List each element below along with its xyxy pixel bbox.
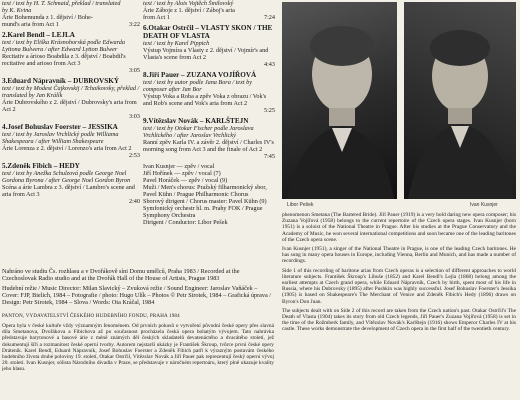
liner-paragraph: Opera byla v české kultuře vždy významným fenoménem. Od prvních pokusů o vytvoření původní české opery přes slavná díla Smetanova, Dvořákova a Fibichova až po současnost procházela česká opera bohatým vývojem. Tato nahrávka představuje barytonové a basové árie z méně známých děl českých skladatelů devatenáctého a dvacátého století, jež dokumentují šíři a rozmanitost české operní tvorby. Autorem nejstarší ukázky je František Škroup, tvůrce první české opery Dráteník. Karel Bendl, Eduard Nápravník, Josef Bohuslav Foerster a Zdeněk Fibich patří k výrazným postavám českého hudebního života druhé poloviny 19. století, Otakar Ostrčil, Vítězslav Novák a Jiří Pauer pak reprezentují český operní vývoj 20. století. Ivan Kusnjer, sólista Národního divadla v Praze, se představuje v náročném repertoáru, který plně ukazuje kvality jeho hlasu. bbox=[2, 323, 274, 373]
performer-line: Pavel Horáček — zpěv / vocal (9) bbox=[143, 177, 228, 184]
track-desc: Scéna a árie Lambra z 3. dějství / Lambro's scene and aria from Act 3 bbox=[2, 184, 135, 198]
track-time: 5:25 bbox=[263, 107, 275, 114]
track-8 bbox=[143, 71, 275, 114]
track-desc: Ranní zpěv Karla IV. a závěr 2. dějství / Charles IV's morning song from Act 3 and the finale of Act 2 bbox=[143, 139, 274, 153]
track-time: 7:24 bbox=[263, 14, 275, 21]
recording-credits bbox=[2, 268, 274, 306]
track-time: 2:40 bbox=[128, 198, 140, 205]
track-credit: text / text by Eliška Krásnohorská podle Edwarda Lyttona Bulwera / after Edward Lytton Bulwer bbox=[2, 39, 125, 53]
performer-line: Ivan Kusnjer — zpěv / vocal bbox=[143, 163, 215, 170]
track-credit: text / text by Karel Pippich bbox=[143, 40, 210, 47]
performer-line: Symfonický orchestr hl. m. Prahy FOK / Prague Symphony Orchestra bbox=[143, 205, 263, 219]
photo-singer bbox=[404, 2, 516, 199]
liner-paragraph: Ivan Kusnjer (1951), a singer of the National Theatre in Prague, is one of the leading Czech baritones. He has sung in many opera houses in Europe, including Vienna, Berlin and Munich, and has made a number of recordings. bbox=[282, 246, 516, 265]
track-4 bbox=[2, 123, 140, 159]
performer-line: Dirigent / Conductor: Libor Pešek bbox=[143, 219, 228, 226]
production-credits: Hudební režie / Music Director: Milan Slavický – Zvuková režie / Sound Engineer: Jaroslav Vaňáček – Cover: FJP, Bielich, 1984 – Fotografie / photo: Hugo Ulík – Photos © Petr Sirotek, 1984 – Grafická úprava / Design: Petr Sirotek, 1984 – Slova / Words: Ota Kráčal, 1984 bbox=[2, 285, 272, 306]
track-number: 8. bbox=[143, 71, 149, 79]
track-desc: Recitativ a árioso Boabdila z 3. dějství / Boabdil's recitative and arioso from Act 3 bbox=[2, 53, 126, 67]
track-desc: Árie Dubrovského z 2. dějství / Dubrovsky's aria from Act 2 bbox=[2, 99, 137, 113]
track-title: Karel Bendl – LEJLA bbox=[7, 31, 75, 39]
track-credit: text / text by Otokar Fischer podle Jaroslava Vrchlického / after Jaroslav Vrchlický bbox=[143, 125, 254, 139]
liner-paragraph: The subjects dealt with on Side 2 of this record are taken from the Czech nation's past. Otakar Ostrčil's The Death of Vlasta (1904) takes its story from old Czech legends, Jiří Pauer's Zuzana Vojířová (1958) is set in the time of the Rožmberk family, and Vítězslav Novák's Karlštejn (1916) shows Emperor Charles IV at his castle. These works demonstrate the development of Czech opera in the first half of the twentieth century. bbox=[282, 307, 516, 333]
track-number: 2. bbox=[2, 31, 8, 39]
track-time: 3:03 bbox=[128, 113, 140, 120]
track-desc: Výstup Voka a Roba a zpěv Voka z obrazu / Vok's and Rob's scene and Vok's aria from Act 2 bbox=[143, 93, 267, 107]
track-time: 7:45 bbox=[263, 153, 275, 160]
performers bbox=[143, 163, 275, 226]
track-2 bbox=[2, 31, 140, 74]
track-number: 9. bbox=[143, 117, 149, 125]
track-3 bbox=[2, 77, 140, 120]
credit-fragment: text / text by H. T. Schmaid, překlad / translated bbox=[2, 0, 121, 7]
track-5 bbox=[2, 162, 140, 205]
track-number: 4. bbox=[2, 123, 8, 131]
track-title: Josef Bohuslav Foerster – JESSIKA bbox=[7, 123, 118, 131]
desc-fragment: Árie Záboje z 1. dějství / Záboj's aria bbox=[143, 7, 235, 14]
track-number: 6. bbox=[143, 24, 149, 32]
liner-notes-czech bbox=[2, 313, 274, 373]
tracklist-column-2 bbox=[143, 0, 275, 226]
track-number: 5. bbox=[2, 162, 8, 170]
desc-fragment: Árie Bohemunda z 1. dějství / Bohe- bbox=[2, 14, 93, 21]
portrait-silhouette-icon bbox=[404, 2, 516, 199]
desc-fragment-row: mund's aria from Act 1 3:22 bbox=[2, 21, 140, 28]
track-number: 3. bbox=[2, 77, 8, 85]
liner-paragraph: Side 1 of this recording of baritone arias from Czech operas is a selection of different approaches to world literature subjects. František Škroup's Libuše (1852) and Karel Bendl's Lejla (1868) belong among the earliest attempts at Czech grand opera, while Eduard Nápravník, Czech by birth, spent most of his life in Russia, where his Dubrovsky (1895) after Pushkin was highly successful. Josef Bohuslav Foerster's Jessika (1905) is based on Shakespeare's The Merchant of Venice and Zdeněk Fibich's Hedy (1896) draws on Byron's Don Juan. bbox=[282, 267, 516, 305]
recording-info: Nahráno ve studiu Čs. rozhlasu a v Dvořákově síni Domu umělců, Praha 1983 / Recorded at the Czechoslovak Radio studio and at the Dvořák Hall of the House of Artists, Prague 1983 bbox=[2, 268, 240, 282]
track-time: 3:05 bbox=[128, 67, 140, 74]
credit-fragment: text / text by Alois Vojtěch Šmilovský bbox=[143, 0, 234, 7]
tracklist-column-1 bbox=[2, 0, 140, 208]
track-title: Jiří Pauer – ZUZANA VOJÍŘOVÁ bbox=[148, 71, 257, 79]
photo-caption-left: Libor Pešek bbox=[287, 202, 314, 208]
performer-line: Muži / Men's chorus: Pražský filharmonický sbor, Pavel Kühn / Prague Philharmonic Chorus bbox=[143, 184, 267, 198]
track-credit: text / text by Anežka Schulzová podle George Noel Gordona Byrona / after George Noel Gordon Byron bbox=[2, 170, 131, 184]
liner-paragraph: phenomenon Smetana (The Bartered Bride). Jiří Pauer (1919) is a very bold daring new opera composer; his Zuzana Vojířová (1958) belongs to the current repertoire of the Czech opera stages. Ivan Kusnjer (born 1951) is a soloist of the National Theatre in Prague. After his studies at the Prague Conservatory and the Academy of Music, he won several international competitions and soon became one of the leading baritones of the Czech opera scene. bbox=[282, 212, 516, 243]
photo-caption-right: Ivan Kusnjer bbox=[470, 202, 498, 208]
credit-fragment: by K. Kvina bbox=[2, 7, 32, 14]
track-desc: Výstup Vojmíra a Vlasty z 2. dějství / Vojmír's and Vlasta's scene from Act 2 bbox=[143, 47, 269, 61]
portrait-silhouette-icon bbox=[282, 2, 397, 199]
performer-line: Sborový dirigent / Chorus master: Pavel Kühn (9) bbox=[143, 198, 267, 205]
track-title: Vítězslav Novák – KARLŠTEJN bbox=[148, 117, 249, 125]
desc-fragment-row: from Act 1 7:24 bbox=[143, 14, 275, 21]
track-time: 3:22 bbox=[128, 21, 140, 28]
track-time: 2:53 bbox=[128, 152, 140, 159]
track-title: Eduard Nápravník – DUBROVSKÝ bbox=[7, 77, 120, 85]
track-credit: text / text by Jaroslav Vrchlický podle Williama Shakespeara / after William Shakespeare bbox=[2, 131, 119, 145]
performer-line: Jiří Hořínek — zpěv / vocal (7) bbox=[143, 170, 221, 177]
track-time: 4:43 bbox=[263, 61, 275, 68]
track-credit: text / text by autor podle Jana Bora / text by composer after Jan Bor bbox=[143, 79, 252, 93]
publisher-heading: PANTON, VYDAVATELSTVÍ ČESKÉHO HUDEBNÍHO FONDU, PRAHA 1984 bbox=[2, 314, 180, 319]
track-9 bbox=[143, 117, 275, 160]
track-desc: Árie Lorenza z 2. dějství / Lorenzo's aria from Act 2 bbox=[2, 145, 132, 152]
track-title: Zdeněk Fibich – HEDY bbox=[7, 162, 80, 170]
track-title: Otakar Ostrčil – VLASTY SKON / THE DEATH OF VLASTA bbox=[143, 24, 273, 40]
photo-conductor bbox=[282, 2, 397, 199]
track-6 bbox=[143, 24, 275, 68]
track-credit: text / text by Modest Čajkovskij / Tchaikovsky, překlad / translated by Jan Králík bbox=[2, 85, 140, 99]
liner-notes-english bbox=[282, 212, 516, 333]
